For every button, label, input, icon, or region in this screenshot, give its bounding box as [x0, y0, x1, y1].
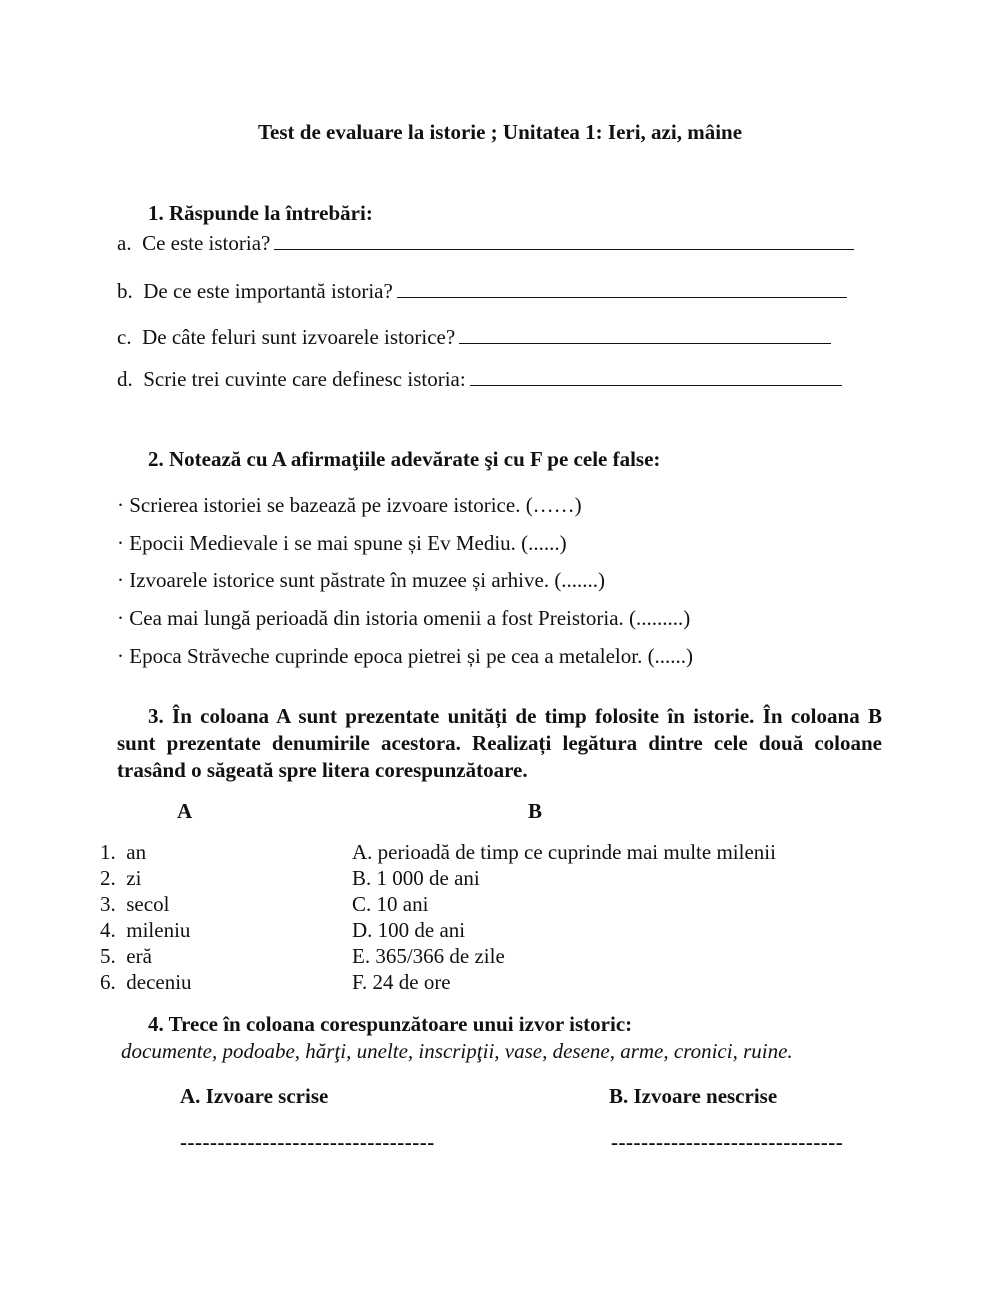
list-item[interactable]: E. 365/366 de zile [352, 944, 505, 968]
question-d [117, 367, 842, 391]
question-c [117, 325, 831, 349]
answer-line-b[interactable] [397, 279, 847, 298]
answer-line-a[interactable] [274, 231, 854, 250]
list-item[interactable]: F. 24 de ore [352, 970, 451, 994]
list-item[interactable]: 1. an [100, 840, 147, 864]
statement-item: · Epocii Medievale i se mai spune și Ev Mediu. (......) [117, 531, 567, 555]
question-letter: b. [117, 279, 133, 303]
answer-line-d[interactable] [470, 367, 842, 386]
list-item[interactable]: B. 1 000 de ani [352, 866, 480, 890]
section-1-heading: 1. Răspunde la întrebări: [148, 201, 373, 225]
column-a-header: A [177, 799, 193, 823]
question-letter: d. [117, 367, 133, 391]
question-text: Scrie trei cuvinte care definesc istoria: [143, 367, 466, 391]
list-item[interactable]: 4. mileniu [100, 918, 191, 942]
column-b-header: B [528, 799, 543, 823]
list-item[interactable]: 3. secol [100, 892, 170, 916]
answer-dashes-scrise[interactable]: ---------------------------------- [180, 1130, 435, 1154]
section-4-heading: 4. Trece în coloana corespunzătoare unui izvor istoric: [148, 1012, 633, 1036]
question-text: De câte feluri sunt izvoarele istorice? [142, 325, 456, 349]
section-2-heading: 2. Notează cu A afirmaţiile adevărate şi cu F pe cele false: [148, 447, 661, 471]
statement-item: · Scrierea istoriei se bazează pe izvoare istorice. (……) [117, 493, 582, 517]
question-a [117, 231, 854, 255]
column-a-list [100, 839, 192, 995]
list-item[interactable]: C. 10 ani [352, 892, 429, 916]
statement-item: · Izvoarele istorice sunt păstrate în muzee și arhive. (.......) [117, 568, 606, 592]
section-3-heading: 3. În coloana A sunt prezentate unități de timp folosite în istorie. În coloana B sunt prezentate denumirile acestora. Realizați legătura dintre cele două coloane trasând o săgeată spre litera corespunzătoare. [117, 704, 882, 782]
statement-item: · Epoca Străveche cuprinde epoca pietrei și pe cea a metalelor. (......) [117, 644, 694, 668]
statement-item: · Cea mai lungă perioadă din istoria omenii a fost Preistoria. (.........) [117, 606, 691, 630]
answer-dashes-nescrise[interactable]: ------------------------------- [611, 1130, 844, 1154]
question-b [117, 279, 847, 303]
list-item[interactable]: A. perioadă de timp ce cuprinde mai multe milenii [352, 840, 776, 864]
question-text: Ce este istoria? [142, 231, 271, 255]
list-item[interactable]: D. 100 de ani [352, 918, 466, 942]
list-item[interactable]: 2. zi [100, 866, 142, 890]
list-item[interactable]: 6. deceniu [100, 970, 192, 994]
column-scrise-title: A. Izvoare scrise [180, 1084, 329, 1108]
page-title: Test de evaluare la istorie ; Unitatea 1: Ieri, azi, mâine [257, 120, 743, 144]
word-list: documente, podoabe, hărţi, unelte, inscripţii, vase, desene, arme, cronici, ruine. [121, 1039, 793, 1063]
list-item[interactable]: 5. eră [100, 944, 152, 968]
question-letter: c. [117, 325, 132, 349]
question-text: De ce este importantă istoria? [143, 279, 393, 303]
question-letter: a. [117, 231, 132, 255]
answer-line-c[interactable] [459, 325, 831, 344]
column-nescrise-title: B. Izvoare nescrise [609, 1084, 778, 1108]
column-b-list [352, 839, 776, 995]
